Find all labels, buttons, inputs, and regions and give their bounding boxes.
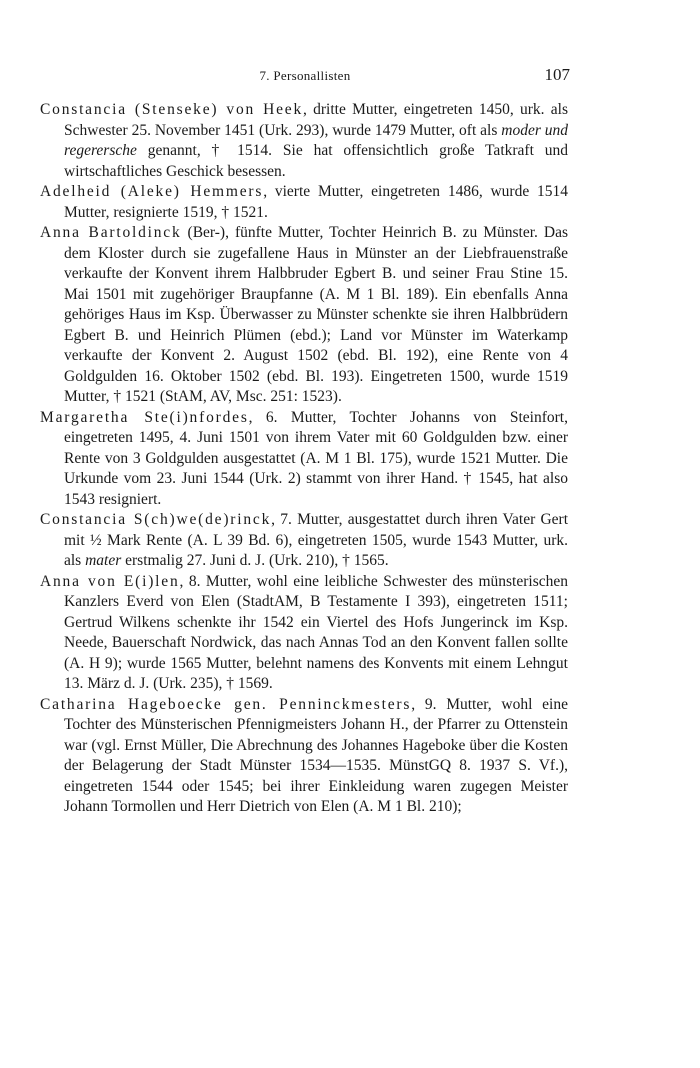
entry-name: Margaretha Ste(i)nfordes: [40, 408, 249, 426]
entry-constancia-swederinck: [40, 510, 568, 572]
entry-name: Anna von E(i)len: [40, 572, 180, 590]
entry-anna-von-eilen: [40, 572, 568, 695]
entry-catharina-hageboecke: [40, 695, 568, 818]
entry-text-italic: mater: [85, 552, 122, 569]
entry-text: , dritte Mutter, eingetreten 1450, urk. als Schwester 25. November 1451 (Urk. 293), wurde 1479 Mutter, oft als: [64, 101, 568, 139]
entry-constancia-von-heek: [40, 100, 568, 182]
entry-text: (Ber-), fünfte Mutter, Tochter Heinrich B. zu Münster. Das dem Kloster durch sie zugefallene Haus in Münster an der Liebfrauenstraße verkaufte der Konvent ihrem Halbbruder Egbert B. und seiner Frau Stine 15. Mai 1501 mit zugehöriger Braupfanne (A. M 1 Bl. 189). Ein ebenfalls Anna gehöriges Haus im Ksp. Überwasser zu Münster schenkte sie ihren Halbbrüdern Egbert B. und Heinrich Plümen (ebd.); Land vor Münster im Waterkamp verkaufte der Konvent 2. August 1502 (ebd. Bl. 192), eine Rente von 4 Goldgulden 16. Oktober 1502 (ebd. Bl. 193). Eingetreten 1500, wurde 1519 Mutter, † 1521 (StAM, AV, Msc. 251: 1523).: [64, 224, 568, 405]
entry-text: genannt, † 1514. Sie hat offensichtlich große Tatkraft und wirtschaftliches Geschick besessen.: [64, 142, 568, 180]
entry-text: erstmalig 27. Juni d. J. (Urk. 210), † 1565.: [121, 552, 389, 569]
page-number: 107: [544, 65, 570, 84]
entry-name: Adelheid (Aleke) Hemmers: [40, 183, 264, 200]
entry-name: Constancia (Stenseke) von Heek: [40, 101, 303, 118]
entry-text: , 6. Mutter, Tochter Johanns von Steinfort, eingetreten 1495, 4. Juni 1501 von ihrem Vater mit 60 Goldgulden bzw. einer Rente von 3 Goldgulden ausgestattet (A. M 1 Bl. 175), wurde 1521 Mutter. Die Urkunde vom 23. Juni 1544 (Urk. 2) stammt von ihrer Hand. † 1545, hat also 1543 resigniert.: [64, 408, 568, 508]
entry-anna-bartoldinck: [40, 223, 568, 408]
entry-text: , vierte Mutter, eingetreten 1486, wurde 1514 Mutter, resignierte 1519, † 1521.: [64, 183, 569, 221]
entry-text-italic: moder und regerersche: [64, 121, 568, 159]
running-title: 7. Personallisten: [259, 68, 351, 83]
body-text: [40, 100, 568, 818]
entry-name: Catharina Hageboecke gen. Penninckmesters: [40, 695, 412, 713]
entry-margaretha-steinfordes: [40, 408, 568, 511]
entry-name: Constancia S(ch)we(de)rinck: [40, 511, 272, 528]
entry-text: , 9. Mutter, wohl eine Tochter des Münsterischen Pfennigmeisters Johann H., der Pfarrer zu Ottenstein war (vgl. Ernst Müller, Die Abrechnung des Johannes Hageboke über die Kosten der Belagerung der Stadt Münster 1534—1535. MünstGQ 8. 1937 S. Vf.), eingetreten 1544 oder 1545; bei ihrer Einkleidung waren zugegen Meister Johann Tormollen und Herr Dietrich von Elen (A. M 1 Bl. 210);: [64, 695, 568, 815]
entry-text: , 8. Mutter, wohl eine leibliche Schwester des münsterischen Kanzlers Everd von Elen (StadtAM, B Testamente I 393), eingetreten 1511; Gertrud Wilkens schenkte ihr 1542 ein Viertel des Hofs Jungerinck im Ksp. Neede, Bauerschaft Nordwick, das nach Annas Tod an den Konvent fallen sollte (A. H 9); wurde 1565 Mutter, belehnt namens des Konvents mit einem Lehngut 13. März d. J. (Urk. 235), † 1569.: [64, 572, 568, 692]
entry-name: Anna Bartoldinck: [40, 224, 182, 241]
entry-text: , 7. Mutter, ausgestattet durch ihren Vater Gert mit ½ Mark Rente (A. L 39 Bd. 6), eingetreten 1505, wurde 1543 Mutter, urk. als: [64, 511, 568, 569]
entry-adelheid-hemmers: [40, 182, 568, 223]
